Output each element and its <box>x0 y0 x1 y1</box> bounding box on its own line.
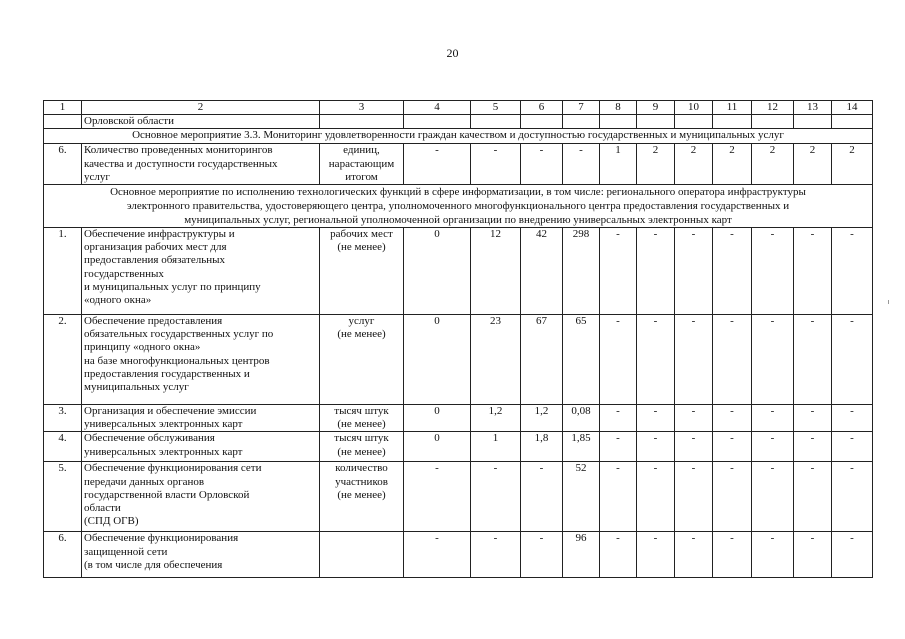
column-number-row <box>44 101 873 115</box>
value-cell: 0,08 <box>563 405 600 432</box>
empty-cell <box>637 115 675 129</box>
value-cell: - <box>600 228 637 315</box>
column-number: 13 <box>794 101 832 115</box>
value-cell: - <box>794 228 832 315</box>
carryover-num-cell <box>44 115 82 129</box>
empty-cell <box>752 115 794 129</box>
unit-of-measure: тысяч штук (не менее) <box>320 405 404 432</box>
value-cell: - <box>794 532 832 578</box>
value-cell: 1,85 <box>563 432 600 462</box>
value-cell: - <box>832 228 873 315</box>
column-number: 5 <box>471 101 521 115</box>
value-cell: - <box>713 228 752 315</box>
value-cell: 42 <box>521 228 563 315</box>
value-cell: 2 <box>675 144 713 185</box>
value-cell: 0 <box>404 228 471 315</box>
indicator-row <box>44 144 873 185</box>
value-cell: - <box>404 144 471 185</box>
indicator-name: Обеспечение инфраструктуры и организация рабочих мест для предоставления обязательных государственных и муниципальных услуг по принципу «одного окна» <box>82 228 320 315</box>
value-cell: - <box>752 405 794 432</box>
indicator-name: Обеспечение предоставления обязательных государственных услуг по принципу «одного окна» на базе многофункциональных центров предоставления государственных и муниципальных услуг <box>82 315 320 405</box>
value-cell: - <box>675 405 713 432</box>
value-cell: 96 <box>563 532 600 578</box>
indicator-row <box>44 315 873 405</box>
value-cell: - <box>600 532 637 578</box>
row-number: 6. <box>44 532 82 578</box>
value-cell: 2 <box>713 144 752 185</box>
page-number: 20 <box>446 46 459 60</box>
indicator-name: Обеспечение функционирования защищенной сети (в том числе для обеспечения <box>82 532 320 578</box>
value-cell: 1 <box>600 144 637 185</box>
value-cell: - <box>521 532 563 578</box>
value-cell: - <box>471 144 521 185</box>
value-cell: - <box>713 462 752 532</box>
value-cell: - <box>675 532 713 578</box>
indicator-row <box>44 462 873 532</box>
empty-cell <box>713 115 752 129</box>
section-heading-row <box>44 185 873 228</box>
indicator-name: Обеспечение функционирования сети передачи данных органов государственной власти Орловской области (СПД ОГВ) <box>82 462 320 532</box>
empty-cell <box>563 115 600 129</box>
row-number: 1. <box>44 228 82 315</box>
empty-cell <box>471 115 521 129</box>
value-cell: 1 <box>471 432 521 462</box>
unit-of-measure: услуг (не менее) <box>320 315 404 405</box>
value-cell: - <box>794 432 832 462</box>
value-cell: 2 <box>832 144 873 185</box>
empty-cell <box>600 115 637 129</box>
value-cell: - <box>637 462 675 532</box>
value-cell: 12 <box>471 228 521 315</box>
value-cell: 23 <box>471 315 521 405</box>
row-number: 5. <box>44 462 82 532</box>
section-heading: Основное мероприятие по исполнению технологических функций в сфере информатизации, в том числе: регионального оператора инфраструктуры электронного правительства, удостоверяющего центра, уполномоченного многофункционального центра предоставления государственных и муниципальных услуг, региональной уполномоченной организации по внедрению универсальных электронных карт <box>44 185 873 228</box>
indicator-name: Обеспечение обслуживания универсальных электронных карт <box>82 432 320 462</box>
section-heading: Основное мероприятие 3.3. Мониторинг удовлетворенности граждан качеством и доступностью государственных и муниципальных услуг <box>44 129 873 144</box>
value-cell: - <box>471 462 521 532</box>
column-number: 10 <box>675 101 713 115</box>
value-cell: - <box>832 432 873 462</box>
value-cell: 2 <box>794 144 832 185</box>
indicator-row <box>44 228 873 315</box>
indicator-row <box>44 432 873 462</box>
empty-cell <box>794 115 832 129</box>
value-cell: - <box>752 432 794 462</box>
column-number: 6 <box>521 101 563 115</box>
value-cell: 65 <box>563 315 600 405</box>
value-cell: 1,2 <box>521 405 563 432</box>
column-number: 3 <box>320 101 404 115</box>
value-cell: 2 <box>752 144 794 185</box>
indicators-table <box>43 100 873 578</box>
unit-of-measure <box>320 532 404 578</box>
carryover-row <box>44 115 873 129</box>
value-cell: - <box>637 315 675 405</box>
value-cell: - <box>713 432 752 462</box>
value-cell: - <box>713 532 752 578</box>
value-cell: - <box>675 315 713 405</box>
column-number: 14 <box>832 101 873 115</box>
column-number: 2 <box>82 101 320 115</box>
value-cell: - <box>832 532 873 578</box>
column-number: 7 <box>563 101 600 115</box>
unit-of-measure: количество участников (не менее) <box>320 462 404 532</box>
empty-cell <box>675 115 713 129</box>
value-cell: 298 <box>563 228 600 315</box>
empty-cell <box>404 115 471 129</box>
value-cell: 0 <box>404 315 471 405</box>
scan-mark <box>888 300 889 304</box>
indicator-name: Организация и обеспечение эмиссии универсальных электронных карт <box>82 405 320 432</box>
value-cell: - <box>794 315 832 405</box>
value-cell: 52 <box>563 462 600 532</box>
value-cell: - <box>637 432 675 462</box>
row-number: 6. <box>44 144 82 185</box>
value-cell: - <box>563 144 600 185</box>
column-number: 12 <box>752 101 794 115</box>
value-cell: 1,8 <box>521 432 563 462</box>
value-cell: - <box>600 462 637 532</box>
value-cell: - <box>600 405 637 432</box>
value-cell: - <box>600 432 637 462</box>
value-cell: 2 <box>637 144 675 185</box>
empty-cell <box>832 115 873 129</box>
value-cell: - <box>794 405 832 432</box>
indicator-row <box>44 405 873 432</box>
unit-of-measure: тысяч штук (не менее) <box>320 432 404 462</box>
value-cell: 67 <box>521 315 563 405</box>
value-cell: - <box>675 462 713 532</box>
empty-cell <box>521 115 563 129</box>
indicator-row <box>44 532 873 578</box>
value-cell: - <box>404 462 471 532</box>
value-cell: - <box>600 315 637 405</box>
value-cell: - <box>752 462 794 532</box>
value-cell: - <box>713 405 752 432</box>
section-heading-row <box>44 129 873 144</box>
column-number: 11 <box>713 101 752 115</box>
empty-cell <box>320 115 404 129</box>
value-cell: - <box>471 532 521 578</box>
value-cell: - <box>637 405 675 432</box>
row-number: 2. <box>44 315 82 405</box>
value-cell: - <box>832 462 873 532</box>
value-cell: - <box>521 462 563 532</box>
value-cell: - <box>752 532 794 578</box>
value-cell: 0 <box>404 405 471 432</box>
value-cell: - <box>675 228 713 315</box>
value-cell: - <box>637 228 675 315</box>
value-cell: - <box>637 532 675 578</box>
column-number: 4 <box>404 101 471 115</box>
column-number: 9 <box>637 101 675 115</box>
carryover-text: Орловской области <box>82 115 320 129</box>
row-number: 4. <box>44 432 82 462</box>
value-cell: 0 <box>404 432 471 462</box>
value-cell: - <box>794 462 832 532</box>
indicator-name: Количество проведенных мониторингов качества и доступности государственных услуг <box>82 144 320 185</box>
unit-of-measure: единиц, нарастающим итогом <box>320 144 404 185</box>
value-cell: - <box>521 144 563 185</box>
value-cell: - <box>752 228 794 315</box>
value-cell: - <box>752 315 794 405</box>
value-cell: - <box>404 532 471 578</box>
column-number: 8 <box>600 101 637 115</box>
column-number: 1 <box>44 101 82 115</box>
value-cell: 1,2 <box>471 405 521 432</box>
value-cell: - <box>832 405 873 432</box>
value-cell: - <box>675 432 713 462</box>
row-number: 3. <box>44 405 82 432</box>
unit-of-measure: рабочих мест (не менее) <box>320 228 404 315</box>
value-cell: - <box>713 315 752 405</box>
value-cell: - <box>832 315 873 405</box>
